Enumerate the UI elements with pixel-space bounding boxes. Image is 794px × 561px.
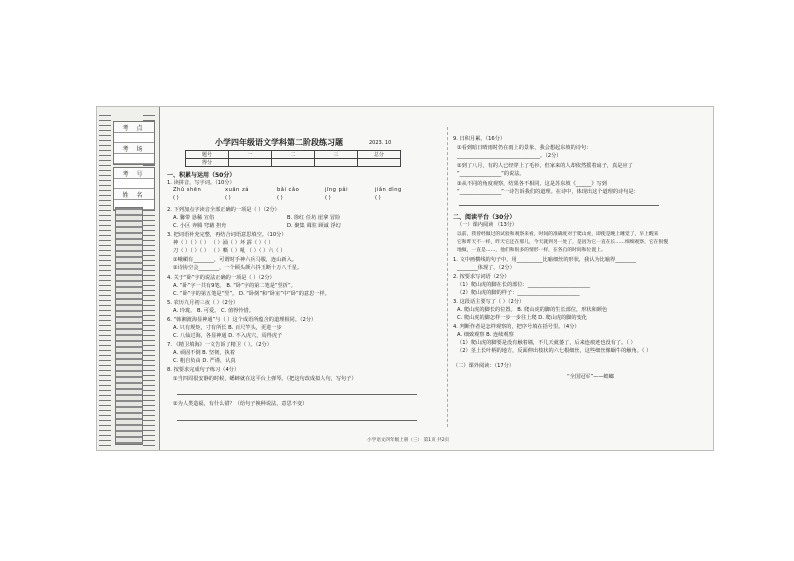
reading-q4-1: （1）爬山虎的脚要是没有触着墙，不几天就萎了，后来连痕迹也没有了。（ ） <box>457 340 636 346</box>
score-cell: 一 <box>229 151 272 159</box>
q9-part-a: ①看到暗日晴雨时仍在雨上的景象，我会想起东坡的诗句： <box>457 145 592 151</box>
passage-line-3: 地做，一直是……，他们和很多的情形一样，在各自的时间和位置上。 <box>457 248 606 253</box>
option-2c: C. 小区 奔腾 穹藉 担舟 <box>173 223 227 229</box>
q3-fill-b: ②诗协空会________，一个顾头颜六抖玉断十万八千星。 <box>173 265 303 271</box>
q9-part-c: ③从不同的角度观察，结果各不相同，这是苏东坡《______》写到 <box>457 181 607 187</box>
question-8: 8. 按要求完成句子练习（4分） <box>167 367 240 373</box>
q8-part-a: ①当四周很安静的时候，蟋蟀就在这平台上弹琴。（把这句改成拟人句，写句子） <box>173 376 357 382</box>
column-divider <box>447 127 448 427</box>
question-7: 7. 《精卫填海》一文告诉了精卫（ ）。（2分） <box>167 342 272 348</box>
q7-options-ab: A. 顽固不倒 B. 坚韧，执着 <box>173 350 235 356</box>
question-1: 1. 读拼音，写字词。（10分） <box>167 180 235 186</box>
reading-q3-ab: A. 爬山虎的脚长的位置。 B. 爬山虎的脚的生长部位，形状和颜色 <box>457 307 608 313</box>
exam-sheet <box>96 106 714 451</box>
passage-2-title: “全国冠军”——蝗螂 <box>567 374 614 380</box>
q9-part-b-blank: “________________”的说法。 <box>457 171 525 177</box>
field-exam-number <box>114 179 154 189</box>
question-5: 5. 农历九月初三夜（ ）（2分） <box>167 300 239 306</box>
option-2a: A. 馨带 恳稀 宣俗 <box>173 215 215 221</box>
question-3: 3. 把词语补充完整，再结合词语意思填空。（10分） <box>167 232 287 238</box>
label-exam-number: 考 号 <box>114 168 154 179</box>
candidate-info-box-top <box>113 121 155 165</box>
section-heading-1: 一、积累与运用（50分） <box>167 172 236 179</box>
score-cell[interactable] <box>229 159 272 167</box>
reading-2-heading: （二）课外阅读：（17分） <box>453 363 515 369</box>
q3-line-1: 神（ ）（ ）（ ） （ ）涌（ ）坏 霹（ ）（ ） <box>173 240 274 246</box>
field-exam-site <box>114 133 154 143</box>
binding-strip <box>97 107 160 450</box>
reading-q4-options: A. 细致观察 B. 连续观察 <box>457 332 514 338</box>
option-2d: D. 聚集 调驻 顾诚 浮幻 <box>287 223 341 229</box>
label-name: 姓 名 <box>114 189 154 200</box>
answer-bracket-5[interactable]: ( ) <box>375 195 381 201</box>
reading-q3-cd: C. 爬山虎的脚怎样一步一步往上爬 D. 爬山虎的脚的变化 <box>457 315 587 321</box>
q3-fill-a: ①峨嵋有________，可谓时手神六兵马服，连山新入。 <box>173 257 297 263</box>
reading-q4: 4. 判断作者是怎样观察的，把序号填在括号里。（4分） <box>453 324 580 330</box>
question-4: 4. 关于“卧”字的说法正确的一项是（ ）（2分） <box>167 275 275 281</box>
pinyin-3: bǎi cǎo <box>277 187 300 193</box>
answer-line[interactable] <box>459 205 659 206</box>
score-cell: 三 <box>315 151 358 159</box>
pinyin-2: xuān zá <box>225 187 249 193</box>
q7-options-cd: C. 粗自负由 D. 严谨，认真 <box>173 358 236 364</box>
answer-bracket-2[interactable]: ( ) <box>225 195 231 201</box>
score-cell[interactable] <box>272 159 315 167</box>
pinyin-4: jīng pǎi <box>325 187 349 193</box>
q8-part-b: ②为人类造福，有什么错？（给句子换种说法，意思不变） <box>173 401 308 407</box>
reading-1-heading: （一）课内阅读 （13分） <box>457 222 518 228</box>
score-cell: 总分 <box>358 151 401 159</box>
passage-line-1: 以前，我曾经做过的试验和观察来看，时间的准确度对于爬山虎，即使是晚上睡觉了，早上醒来 <box>457 232 659 237</box>
q9-part-b: ②到了八月，有的人已经穿上了毛衫，但家来的人却依然摇着扇子，真是应了 <box>457 163 633 169</box>
score-cell: 二 <box>272 151 315 159</box>
exam-title: 小学四年级语文学科第二阶段练习题 <box>215 138 343 147</box>
question-2: 2. 下列加点字读音全部正确的一项是（ ）（2分） <box>167 207 280 213</box>
reading-q1: 1. 文中画横线的句子中，用__________比喻细丝的形状，我认为比喻得________ <box>453 257 636 263</box>
label-exam-site: 考 点 <box>114 122 154 133</box>
passage-line-2: 它和昨天不一样，昨天它还在那儿，今天就到另一处了，是因为它一直在长……细细观察，它在很慢 <box>457 240 669 245</box>
score-table <box>185 150 401 167</box>
q4-options-ab: A. “卧”字一共有9笔。 B. “卧”字的第二笔是“竖折”。 <box>173 283 296 289</box>
score-cell[interactable] <box>358 159 401 167</box>
score-table-row <box>186 159 401 167</box>
q4-options-cd: C. “卧”字的第五笔是“竖”。 D. “卧倒”和“卧室”中“卧”的意思一样。 <box>173 291 330 297</box>
reading-q1-cont: ________体现了。（2分） <box>457 265 515 271</box>
reading-q2: 2. 按要求写词语（2分） <box>453 274 510 280</box>
option-2b: B. 徐红 任坊 崖拿 冒险 <box>287 215 341 221</box>
answer-bracket-4[interactable]: ( ) <box>325 195 331 201</box>
question-9: 9. 日积月累。（16分） <box>453 136 506 142</box>
candidate-info-box-bottom <box>113 167 155 211</box>
exam-date: 2023. 10 <box>369 140 392 146</box>
answer-bracket-1[interactable]: ( ) <box>173 195 179 201</box>
q5-options: A. 玲珑。 B. 可爱。 C. 值得怜惜。 <box>173 308 254 314</box>
binding-hatch-left <box>99 111 111 446</box>
score-table-row <box>186 151 401 159</box>
label-exam-room: 考 场 <box>114 143 154 154</box>
reading-q3: 3. 这段话主要写了（ ）（2分） <box>453 299 525 305</box>
q9-part-a-blank: ________________________________。（2分） <box>457 153 562 159</box>
binding-pattern <box>115 207 143 445</box>
field-exam-room <box>114 154 154 164</box>
page-footer: 小学语文四年级上册（三） 第1页 共2页 <box>367 438 450 443</box>
q6-options-cd: C. 八仙过海，各显神通 D. 不入虎穴，焉得虎子 <box>173 333 283 339</box>
answer-line[interactable] <box>177 420 417 421</box>
score-cell: 题号 <box>186 151 229 159</box>
score-cell[interactable] <box>315 159 358 167</box>
question-6: 6. “韩湘渡海显神通”与（ ）这个成语所蕴含的道理相同。（2分） <box>167 317 317 323</box>
pinyin-5: jiǎn dìng <box>375 187 402 193</box>
answer-line[interactable] <box>177 394 417 395</box>
q6-options-ab: A. 只有规矩，寸有所长 B. 百尺竿头，更进一步 <box>173 325 282 331</box>
section-heading-2: 二、阅读平台（30分） <box>453 214 516 221</box>
answer-bracket-3[interactable]: ( ) <box>277 195 283 201</box>
q9-part-c-blank: “________________”一诗告诉我们的道理。在诗中，体现出这个道理的诗句是： <box>457 189 639 195</box>
reading-q4-2: （2）茎上长叶柄的地方，反面伸出枝状的六七根细丝，这些细丝像蜗牛的触角。（ ） <box>457 348 652 354</box>
reading-q2-a: （1）爬山虎的脚在长的部位：________________________ <box>457 282 590 288</box>
reading-q2-b: （2）爬山虎的脚的样子：________________________ <box>457 290 580 296</box>
score-cell: 得分 <box>186 159 229 167</box>
pinyin-1: Zhǔ shēn <box>173 187 202 193</box>
q3-line-2: 刀（ ）（ ）（ ） （ ）嘶（ ）吼 （ ）（ ）六（ ） <box>173 248 286 254</box>
